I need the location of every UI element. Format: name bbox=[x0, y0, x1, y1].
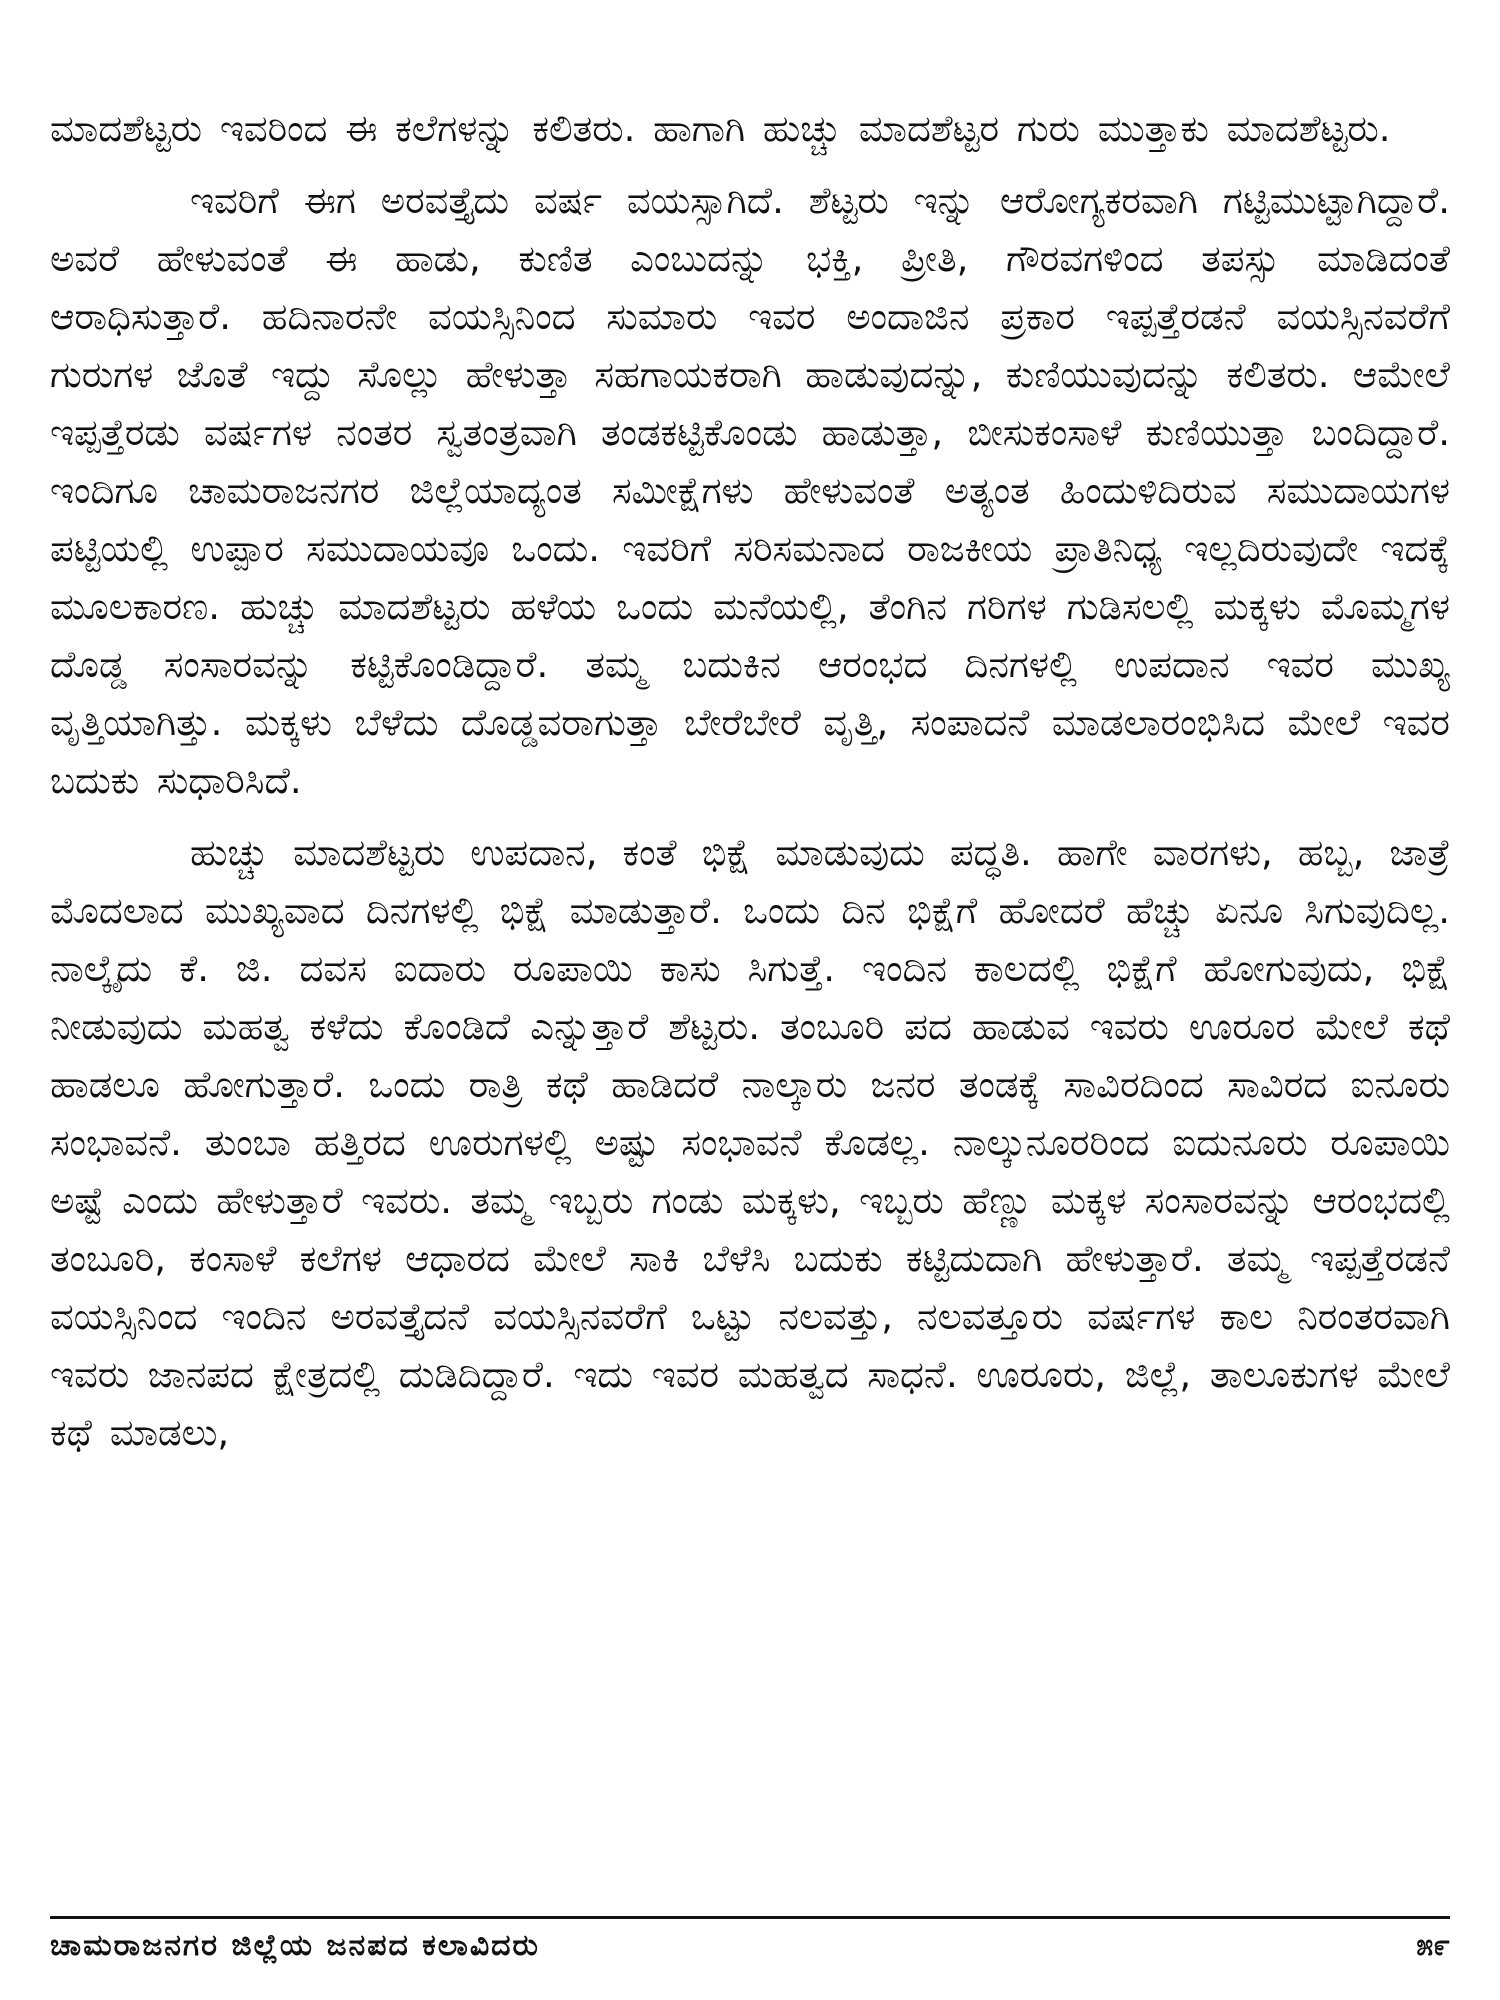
body-text bbox=[50, 100, 1450, 1880]
document-page bbox=[50, 100, 1450, 1980]
paragraph-livelihood: ಹುಚ್ಚು ಮಾದಶೆಟ್ಟರು ಉಪದಾನ, ಕಂತೆ ಭಿಕ್ಷೆ ಮಾಡುವುದು ಪದ್ಧತಿ. ಹಾಗೇ ವಾರಗಳು, ಹಬ್ಬ, ಜಾತ್ರೆ ಮೊದಲಾದ ಮುಖ್ಯವಾದ ದಿನಗಳಲ್ಲಿ ಭಿಕ್ಷೆ ಮಾಡುತ್ತಾರೆ. ಒಂದು ದಿನ ಭಿಕ್ಷೆಗೆ ಹೋದರೆ ಹೆಚ್ಚು ಏನೂ ಸಿಗುವುದಿಲ್ಲ. ನಾಲ್ಕೈದು ಕೆ. ಜಿ. ದವಸ ಐದಾರು ರೂಪಾಯಿ ಕಾಸು ಸಿಗುತ್ತೆ. ಇಂದಿನ ಕಾಲದಲ್ಲಿ ಭಿಕ್ಷೆಗೆ ಹೋಗುವುದು, ಭಿಕ್ಷೆ ನೀಡುವುದು ಮಹತ್ವ ಕಳೆದು ಕೊಂಡಿದೆ ಎನ್ನುತ್ತಾರೆ ಶೆಟ್ಟರು. ತಂಬೂರಿ ಪದ ಹಾಡುವ ಇವರು ಊರೂರ ಮೇಲೆ ಕಥೆ ಹಾಡಲೂ ಹೋಗುತ್ತಾರೆ. ಒಂದು ರಾತ್ರಿ ಕಥೆ ಹಾಡಿದರೆ ನಾಲ್ಕಾರು ಜನರ ತಂಡಕ್ಕೆ ಸಾವಿರದಿಂದ ಸಾವಿರದ ಐನೂರು ಸಂಭಾವನೆ. ತುಂಬಾ ಹತ್ತಿರದ ಊರುಗಳಲ್ಲಿ ಅಷ್ಟು ಸಂಭಾವನೆ ಕೊಡಲ್ಲ. ನಾಲ್ಕುನೂರರಿಂದ ಐದುನೂರು ರೂಪಾಯಿ ಅಷ್ಟೆ ಎಂದು ಹೇಳುತ್ತಾರೆ ಇವರು. ತಮ್ಮ ಇಬ್ಬರು ಗಂಡು ಮಕ್ಕಳು, ಇಬ್ಬರು ಹೆಣ್ಣು ಮಕ್ಕಳ ಸಂಸಾರವನ್ನು ಆರಂಭದಲ್ಲಿ ತಂಬೂರಿ, ಕಂಸಾಳೆ ಕಲೆಗಳ ಆಧಾರದ ಮೇಲೆ ಸಾಕಿ ಬೆಳೆಸಿ ಬದುಕು ಕಟ್ಟಿದುದಾಗಿ ಹೇಳುತ್ತಾರೆ. ತಮ್ಮ ಇಪ್ಪತ್ತೆರಡನೆ ವಯಸ್ಸಿನಿಂದ ಇಂದಿನ ಅರವತ್ತೈದನೆ ವಯಸ್ಸಿನವರೆಗೆ ಒಟ್ಟು ನಲವತ್ತು, ನಲವತ್ತೂರು ವರ್ಷಗಳ ಕಾಲ ನಿರಂತರವಾಗಿ ಇವರು ಜಾನಪದ ಕ್ಷೇತ್ರದಲ್ಲಿ ದುಡಿದಿದ್ದಾರೆ. ಇದು ಇವರ ಮಹತ್ವದ ಸಾಧನೆ. ಊರೂರು, ಜಿಲ್ಲೆ, ತಾಲೂಕುಗಳ ಮೇಲೆ ಕಥೆ ಮಾಡಲು, bbox=[50, 831, 1450, 1454]
footer-divider bbox=[50, 1916, 1450, 1919]
paragraph-age-and-life: ಇವರಿಗೆ ಈಗ ಅರವತ್ತೈದು ವರ್ಷ ವಯಸ್ಸಾಗಿದೆ. ಶೆಟ್ಟರು ಇನ್ನು ಆರೋಗ್ಯಕರವಾಗಿ ಗಟ್ಟಿಮುಟ್ಟಾಗಿದ್ದಾರೆ. ಅವರೆ ಹೇಳುವಂತೆ ಈ ಹಾಡು, ಕುಣಿತ ಎಂಬುದನ್ನು ಭಕ್ತಿ, ಪ್ರೀತಿ, ಗೌರವಗಳಿಂದ ತಪಸ್ಸು ಮಾಡಿದಂತೆ ಆರಾಧಿಸುತ್ತಾರೆ. ಹದಿನಾರನೇ ವಯಸ್ಸಿನಿಂದ ಸುಮಾರು ಇವರ ಅಂದಾಜಿನ ಪ್ರಕಾರ ಇಪ್ಪತ್ತೆರಡನೆ ವಯಸ್ಸಿನವರೆಗೆ ಗುರುಗಳ ಜೊತೆ ಇದ್ದು ಸೊಲ್ಲು ಹೇಳುತ್ತಾ ಸಹಗಾಯಕರಾಗಿ ಹಾಡುವುದನ್ನು, ಕುಣಿಯುವುದನ್ನು ಕಲಿತರು. ಆಮೇಲೆ ಇಪ್ಪತ್ತೆರಡು ವರ್ಷಗಳ ನಂತರ ಸ್ವತಂತ್ರವಾಗಿ ತಂಡಕಟ್ಟಿಕೊಂಡು ಹಾಡುತ್ತಾ, ಬೀಸುಕಂಸಾಳೆ ಕುಣಿಯುತ್ತಾ ಬಂದಿದ್ದಾರೆ. ಇಂದಿಗೂ ಚಾಮರಾಜನಗರ ಜಿಲ್ಲೆಯಾದ್ಯಂತ ಸಮೀಕ್ಷೆಗಳು ಹೇಳುವಂತೆ ಅತ್ಯಂತ ಹಿಂದುಳಿದಿರುವ ಸಮುದಾಯಗಳ ಪಟ್ಟಿಯಲ್ಲಿ ಉಪ್ಪಾರ ಸಮುದಾಯವೂ ಒಂದು. ಇವರಿಗೆ ಸರಿಸಮನಾದ ರಾಜಕೀಯ ಪ್ರಾತಿನಿಧ್ಯ ಇಲ್ಲದಿರುವುದೇ ಇದಕ್ಕೆ ಮೂಲಕಾರಣ. ಹುಚ್ಚು ಮಾದಶೆಟ್ಟರು ಹಳೆಯ ಒಂದು ಮನೆಯಲ್ಲಿ, ತೆಂಗಿನ ಗರಿಗಳ ಗುಡಿಸಲಲ್ಲಿ ಮಕ್ಕಳು ಮೊಮ್ಮಗಳ ದೊಡ್ಡ ಸಂಸಾರವನ್ನು ಕಟ್ಟಿಕೊಂಡಿದ್ದಾರೆ. ತಮ್ಮ ಬದುಕಿನ ಆರಂಭದ ದಿನಗಳಲ್ಲಿ ಉಪದಾನ ಇವರ ಮುಖ್ಯ ವೃತ್ತಿಯಾಗಿತ್ತು. ಮಕ್ಕಳು ಬೆಳೆದು ದೊಡ್ಡವರಾಗುತ್ತಾ ಬೇರೆಬೇರೆ ವೃತ್ತಿ, ಸಂಪಾದನೆ ಮಾಡಲಾರಂಭಿಸಿದ ಮೇಲೆ ಇವರ ಬದುಕು ಸುಧಾರಿಸಿದೆ. bbox=[50, 179, 1450, 802]
paragraph-continued: ಮಾದಶೆಟ್ಟರು ಇವರಿಂದ ಈ ಕಲೆಗಳನ್ನು ಕಲಿತರು. ಹಾಗಾಗಿ ಹುಚ್ಚು ಮಾದಶೆಟ್ಟರ ಗುರು ಮುತ್ತಾಕು ಮಾದಶೆಟ್ಟರು. bbox=[50, 107, 1391, 150]
page-number: ೫೯ bbox=[1416, 1928, 1450, 1963]
running-footer-title: ಚಾಮರಾಜನಗರ ಜಿಲ್ಲೆಯ ಜನಪದ ಕಲಾವಿದರು bbox=[50, 1928, 540, 1963]
